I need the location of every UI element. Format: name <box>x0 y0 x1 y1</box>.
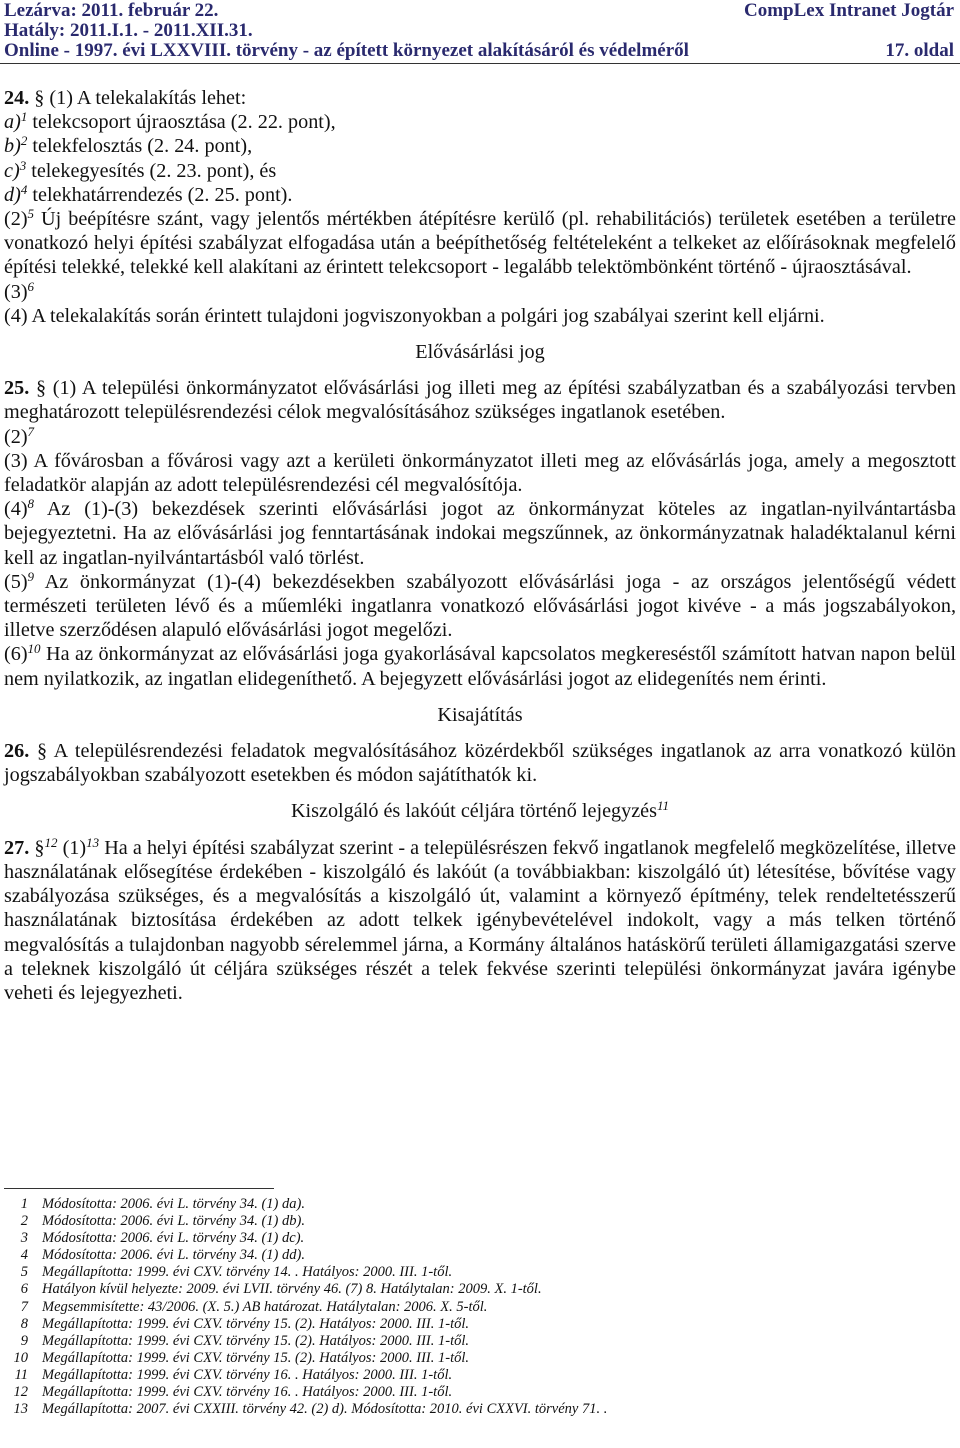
para-number: (2) <box>4 425 28 448</box>
item-letter: a) <box>4 111 21 134</box>
s25-p5 <box>4 570 956 643</box>
para-number: (1) <box>57 836 87 859</box>
footnote-ref[interactable]: 7 <box>27 423 35 439</box>
footnote-ref[interactable]: 11 <box>657 798 670 814</box>
section-sign-icon: § <box>35 377 47 400</box>
heading-kiszolgalo-lejegyzes <box>4 799 956 823</box>
footnote-number: 6 <box>20 1281 28 1298</box>
s24-item-c <box>4 159 956 183</box>
footnote-ref[interactable]: 9 <box>27 568 35 584</box>
s24-item-a <box>4 110 956 134</box>
footnote-number: 2 <box>20 1213 28 1230</box>
footnote-text: Módosította: 2006. évi L. törvény 34. (1) da). <box>42 1196 305 1212</box>
brand-name: CompLex Intranet Jogtár <box>743 0 954 21</box>
footnote-number: 5 <box>20 1264 28 1281</box>
footnote-ref[interactable]: 3 <box>19 157 27 173</box>
footnote-number: 10 <box>13 1349 28 1366</box>
s25-p3: (3) A fővárosban a fővárosi vagy azt a kerületi önkormányzatot illeti meg az elővásárlás joga, amely a megosztott feladatkör alapján az adott településrendezési cél megvalósítója. <box>4 449 956 497</box>
footnotes <box>4 1196 944 1418</box>
footnote-item <box>4 1213 944 1230</box>
footnote-text: Megállapította: 1999. évi CXV. törvény 15. (2). Hatályos: 2000. III. 1-től. <box>42 1332 469 1349</box>
item-text: telekcsoport újraosztása (2. 22. pont), <box>27 111 336 134</box>
footnote-number: 13 <box>13 1401 28 1418</box>
law-title: Online - 1997. évi LXXVIII. törvény - az épített környezet alakításáról és védelméről <box>4 40 689 61</box>
page-header <box>0 0 960 62</box>
footnote-ref[interactable]: 2 <box>20 133 28 149</box>
footnote-ref[interactable]: 6 <box>27 278 35 294</box>
footnote-text: Megállapította: 1999. évi CXV. törvény 15. (2). Hatályos: 2000. III. 1-től. <box>42 1315 469 1332</box>
para-number: (2) <box>4 208 28 231</box>
heading-text: Kiszolgáló és lakóút céljára történő lejegyzés <box>290 800 657 823</box>
para-number: (3) <box>4 280 28 303</box>
footnote-item <box>4 1401 944 1418</box>
s24-p4: (4) A telekalakítás során érintett tulajdoni jogviszonyokban a polgári jog szabályai szerint kell eljárni. <box>4 304 825 327</box>
footnote-item <box>4 1196 944 1213</box>
footnote-ref[interactable]: 1 <box>20 109 28 125</box>
heading-elovasarlasi-jog: Elővásárlási jog <box>415 341 545 364</box>
para-text: Ha az önkormányzat az elővásárlási joga gyakorlásával kapcsolatos megkereséstől számított hatvan napon belül nem nyilatkozik, az ingatlan elidegeníthető. A bejegyzett elővásárlási jogot az elidegenítés nem érinti. <box>4 643 956 690</box>
hatalyos-text: Hatály: 2011.I.1. - 2011.XII.31. <box>4 20 253 41</box>
footnote-text: Módosította: 2006. évi L. törvény 34. (1) dc). <box>42 1230 305 1247</box>
s24-number: 24. <box>4 87 30 109</box>
footnote-text: Hatályon kívül helyezte: 2009. évi LVII. törvény 46. (7) 8. Hatálytalan: 2009. X. 1-től. <box>42 1281 542 1298</box>
footnote-item <box>4 1247 944 1264</box>
s25-p2 <box>4 425 956 449</box>
footnote-number: 8 <box>20 1315 28 1332</box>
footnote-ref[interactable]: 12 <box>44 834 58 850</box>
footnote-number: 9 <box>20 1332 28 1349</box>
s27-p1 <box>4 836 956 1005</box>
item-letter: d) <box>4 183 21 206</box>
s25-p1 <box>4 376 956 424</box>
footnote-ref[interactable]: 5 <box>27 206 35 222</box>
section-sign-icon: § <box>34 87 45 109</box>
footnote-ref[interactable]: 8 <box>27 496 35 512</box>
footnote-item <box>4 1350 944 1367</box>
footnote-item <box>4 1384 944 1401</box>
footnote-number: 12 <box>13 1384 28 1401</box>
para-number: (6) <box>4 643 28 666</box>
footnote-item <box>4 1333 944 1350</box>
s24-item-b <box>4 134 956 158</box>
s25-p4 <box>4 497 956 570</box>
s25-p6 <box>4 642 956 690</box>
s26-p1 <box>4 739 956 787</box>
footnote-text: Módosította: 2006. évi L. törvény 34. (1) db). <box>42 1213 305 1230</box>
footnote-number: 4 <box>20 1247 28 1264</box>
footnote-divider <box>4 1188 274 1189</box>
s27-number: 27. <box>4 836 30 859</box>
section-sign-icon: § <box>36 740 48 763</box>
footnote-item <box>4 1281 944 1298</box>
item-text: telekhatárrendezés (2. 25. pont). <box>27 183 293 206</box>
footnote-text: Megállapította: 2007. évi CXXIII. törvény 42. (2) d). Módosította: 2010. évi CXXVI. törvény 71. . <box>42 1401 608 1418</box>
footnote-text: Módosította: 2006. évi L. törvény 34. (1) dd). <box>42 1247 305 1264</box>
para-number: (5) <box>4 570 28 593</box>
s24-item-d <box>4 183 956 207</box>
footnote-number: 11 <box>14 1366 28 1383</box>
item-text: telekfelosztás (2. 24. pont), <box>27 135 253 158</box>
item-text: telekegyesítés (2. 23. pont), és <box>26 159 277 182</box>
s27-p1-text: Ha a helyi építési szabályzat szerint - a településrészen fekvő ingatlanok megfelelő megközelítése, illetve használatának elősegítése érdekében - kiszolgáló és lakóút (a továbbiakban: kiszolgáló út) létesítése, bővítése vagy szabályozása szükséges, és a megvalósítás a kiszolgáló út, valamint a környező építmény, telek rendeltetésszerű használatának biztosítása érdekében az adott telkek igénybevételével indokolt, vagy a más telken történő megvalósítás a tulajdonban nagyobb sérelemmel járna, a Kormány általános hatáskörű területi államigazgatási szerve a teleknek kiszolgáló út céljára szükséges részét a telek fekvése szerinti települési önkormányzat javára igénybe veheti és lejegyezheti. <box>4 836 956 1004</box>
s24-p1 <box>4 86 956 110</box>
footnote-number: 1 <box>20 1196 28 1212</box>
s24-p2 <box>4 207 956 280</box>
lezarva-text: Lezárva: 2011. február 22. <box>4 0 219 21</box>
footnote-item <box>4 1367 944 1384</box>
footnote-text: Megállapította: 1999. évi CXV. törvény 14. . Hatályos: 2000. III. 1-től. <box>42 1264 453 1281</box>
item-letter: b) <box>4 135 21 158</box>
footnote-text: Megállapította: 1999. évi CXV. törvény 15. (2). Hatályos: 2000. III. 1-től. <box>42 1349 469 1366</box>
footnote-number: 3 <box>20 1230 28 1247</box>
s24-p1-text: (1) A telekalakítás lehet: <box>44 87 247 109</box>
footnote-ref[interactable]: 10 <box>27 641 41 657</box>
s25-number: 25. <box>4 377 30 400</box>
document-body <box>4 86 956 1005</box>
item-letter: c) <box>4 159 20 182</box>
para-text: Új beépítésre szánt, vagy jelentős mértékben átépítésre kerülő (pl. rehabilitációs) területek esetében a területre vonatkozó helyi építési szabályzat elfogadása után a beépíthetőség feltételeként a telkeket az előírásoknak megfelelő építési telekké, telekké kell alakítani az érintett telekcsoport - legalább telektömbönként történő - újraosztásával. <box>4 208 956 279</box>
footnote-ref[interactable]: 4 <box>20 181 28 197</box>
section-sign-icon: § <box>34 836 45 859</box>
footnote-text: Megsemmisítette: 43/2006. (X. 5.) AB határozat. Hatálytalan: 2006. X. 5-től. <box>42 1298 488 1315</box>
s26-p1-text: A településrendezési feladatok megvalósításához közérdekből szükséges ingatlanok az arra vonatkozó külön jogszabályokban szabályozott esetekben és módon sajátíthatók ki. <box>4 740 957 787</box>
page-number: 17. oldal <box>885 40 954 61</box>
para-text: Az önkormányzat (1)-(4) bekezdésekben szabályozott elővásárlási joga - az országos jelentőségű védett természeti területen lévő és a műemléki ingatlanra vonatkozó elővásárlási jogot kivéve - a más jogszabályokon, illetve szerződésen alapuló elővásárlási jogot megelőzi. <box>4 570 956 642</box>
header-divider <box>0 63 960 64</box>
heading-kisajatitas: Kisajátítás <box>437 703 523 726</box>
s26-number: 26. <box>4 740 30 763</box>
para-number: (4) <box>4 498 28 521</box>
footnote-item <box>4 1299 944 1316</box>
footnote-item <box>4 1264 944 1281</box>
footnote-item <box>4 1316 944 1333</box>
footnote-number: 7 <box>20 1298 28 1315</box>
s25-p1-text: (1) A települési önkormányzatot elővásárlási jog illeti meg az építési szabályzatban és a szabályozási tervben meghatározott településrendezési célok megvalósításához szükséges ingatlanok esetében. <box>4 377 956 424</box>
footnote-text: Megállapította: 1999. évi CXV. törvény 16. . Hatályos: 2000. III. 1-től. <box>42 1384 453 1401</box>
para-text: Az (1)-(3) bekezdések szerinti elővásárlási jogot az önkormányzat köteles az ingatlan-nyilvántartásba bejegyeztetni. Ha az elővásárlási jog fenntartásának indokai megszűnnek, az önkormányzatnak haladéktalanul kérni kell az ingatlan-nyilvántartásból való törlést. <box>4 498 956 569</box>
footnote-ref[interactable]: 13 <box>86 834 100 850</box>
footnote-item <box>4 1230 944 1247</box>
s24-p3 <box>4 280 956 304</box>
footnote-text: Megállapította: 1999. évi CXV. törvény 16. . Hatályos: 2000. III. 1-től. <box>42 1366 453 1383</box>
